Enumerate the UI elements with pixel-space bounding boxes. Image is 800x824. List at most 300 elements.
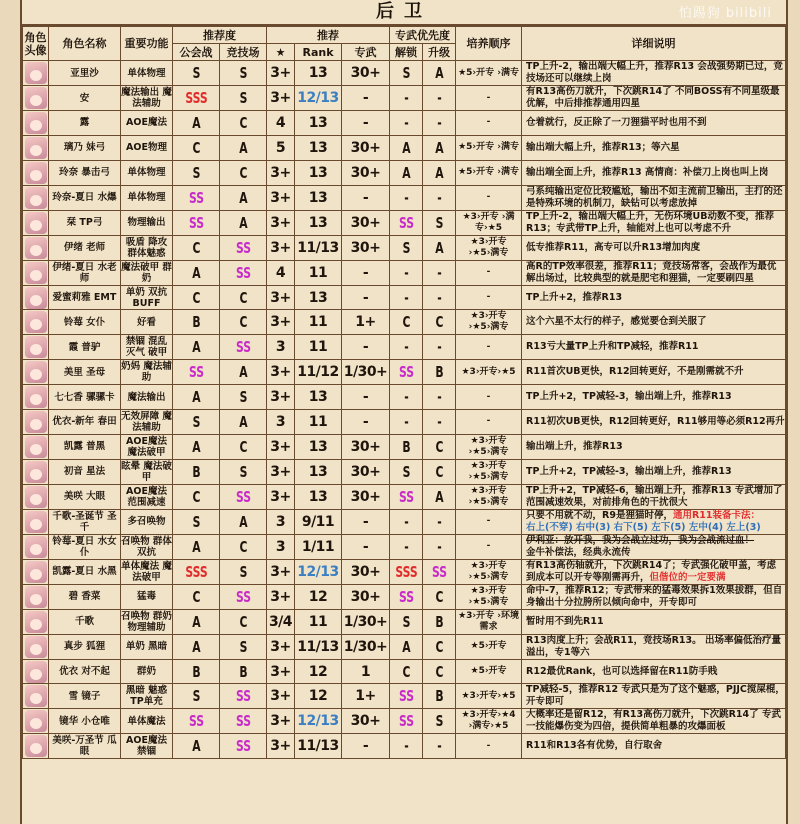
desc-text: 有R13高伤刀就升，下次跳R14了 不同BOSS有不同星级最优解，中后排推荐通用四星 (526, 86, 780, 109)
detail-description (522, 709, 786, 734)
header-avatar: 角色头像 (23, 27, 49, 61)
table-row (23, 659, 786, 684)
ue-level: 30+ (342, 434, 390, 459)
ue-upgrade-priority: - (426, 260, 452, 285)
ue-upgrade-priority: C (426, 634, 452, 659)
ue-unlock-priority: S (393, 61, 419, 86)
ue-level: 30+ (342, 484, 390, 509)
avatar (25, 386, 47, 408)
rank-value: 13 (295, 61, 342, 86)
rank-value: 12 (295, 584, 342, 609)
star-level: 3+ (267, 684, 295, 709)
character-function: 群奶 (121, 659, 173, 684)
character-function: 魔法破甲 群奶 (121, 261, 172, 284)
avatar-cell (23, 734, 49, 759)
avatar-cell (23, 410, 49, 435)
avatar-cell (23, 235, 49, 260)
guild-rating: SS (177, 210, 215, 235)
guild-rating: S (177, 509, 215, 534)
arena-rating: S (224, 61, 262, 86)
detail-description (522, 111, 786, 136)
arena-rating: A (224, 360, 262, 385)
table-row (23, 135, 786, 160)
avatar-cell (23, 210, 49, 235)
rank-value: 11 (295, 310, 342, 335)
training-order: ★3›开专 ›★5›满专 (456, 310, 522, 335)
arena-rating: C (224, 160, 262, 185)
ue-level: 30+ (342, 160, 390, 185)
star-level: 3+ (267, 285, 295, 310)
watermark: 怕踢狗 bilibili (678, 6, 772, 21)
star-level: 3 (267, 534, 295, 559)
guild-rating: S (177, 160, 215, 185)
guild-rating: C (177, 584, 215, 609)
guild-rating: C (177, 484, 215, 509)
avatar (25, 436, 47, 458)
avatar (25, 112, 47, 134)
ue-unlock-priority: SS (393, 484, 419, 509)
avatar-cell (23, 459, 49, 484)
ue-level: - (342, 410, 390, 435)
ue-upgrade-priority: - (426, 185, 452, 210)
table-row (23, 260, 786, 285)
avatar-cell (23, 584, 49, 609)
avatar-cell (23, 310, 49, 335)
ue-upgrade-priority: - (426, 335, 452, 360)
ue-level: 1 (342, 659, 390, 684)
avatar (25, 735, 47, 757)
avatar-cell (23, 634, 49, 659)
avatar (25, 511, 47, 533)
ue-unlock-priority: B (393, 434, 419, 459)
ue-level: 1/30+ (342, 360, 390, 385)
desc-text: 高R的TP效率很差，推荐R11；竞技场常客，会战作为最优解出场过，比较典型的就是肥宅和狸猫，一定要刷四星 (526, 260, 777, 284)
character-function: AOE魔法 禁锢 (121, 734, 173, 759)
desc-highlight: 但偕位的一定要满 (649, 571, 726, 583)
avatar-cell (23, 709, 49, 734)
ue-level: - (342, 285, 390, 310)
avatar-cell (23, 185, 49, 210)
avatar-cell (23, 111, 49, 136)
guild-rating: A (177, 634, 215, 659)
character-function: 猛毒 (121, 584, 173, 609)
detail-description (522, 385, 786, 410)
character-function: 无效屏障 魔法辅助 (121, 410, 172, 433)
character-name: 碧 香菜 (49, 584, 121, 609)
detail-description (522, 534, 786, 559)
character-function: AOE魔法 范围减速 (121, 484, 173, 509)
avatar-cell (23, 285, 49, 310)
character-name: 优衣-新年 春田 (49, 410, 121, 435)
ue-level: - (342, 734, 390, 759)
character-name: 伊绪 老师 (49, 235, 121, 260)
avatar (25, 237, 47, 259)
ue-level: - (342, 111, 390, 136)
avatar (25, 685, 47, 707)
ue-level: 30+ (342, 459, 390, 484)
training-order: - (456, 734, 522, 759)
ue-unlock-priority: A (393, 135, 419, 160)
star-level: 3+ (267, 210, 295, 235)
header-guild: 公会战 (173, 44, 220, 61)
desc-equip-slots: 右上(不穿) 右中(3) 右下(5) 左下(5) 左中(4) 左上(3) (526, 521, 761, 533)
character-function: 吸盾 降攻 群体魅惑 (121, 235, 173, 260)
training-order: - (456, 385, 522, 410)
ue-upgrade-priority: C (426, 459, 452, 484)
star-level: 3 (267, 335, 295, 360)
guild-rating: SS (177, 709, 215, 734)
table-row (23, 684, 786, 709)
ue-unlock-priority: SS (393, 360, 419, 385)
character-function: 魔法输出 (121, 385, 173, 410)
avatar (25, 710, 47, 732)
desc-text: TP上升+2，TP减轻-3，输出端上升，推荐R13 (526, 391, 732, 403)
training-order: - (456, 285, 522, 310)
ue-level: 30+ (342, 135, 390, 160)
table-row (23, 235, 786, 260)
desc-text: TP减轻-5，推荐R12 专武只是为了这个魅惑，PJJC搅屎棍，开专即可 (526, 684, 785, 708)
guild-rating: A (177, 385, 215, 410)
ue-unlock-priority: A (393, 160, 419, 185)
training-order: - (456, 410, 522, 435)
guild-rating: S (177, 61, 215, 86)
character-name: 爱蜜莉雅 EMT (49, 285, 121, 310)
table-row (23, 434, 786, 459)
character-table (22, 26, 786, 759)
avatar (25, 636, 47, 658)
header-arena: 竞技场 (220, 44, 267, 61)
rank-value: 13 (295, 111, 342, 136)
avatar (25, 411, 47, 433)
avatar (25, 187, 47, 209)
arena-rating: C (224, 285, 262, 310)
rank-value: 13 (295, 160, 342, 185)
ue-level: 30+ (342, 235, 390, 260)
arena-rating: SS (224, 235, 262, 260)
desc-text: R11首次UB更快，R12回转更好，不是刚需就不升 (526, 366, 744, 378)
character-function: 好看 (121, 310, 173, 335)
ue-upgrade-priority: C (426, 584, 452, 609)
character-function: 物理输出 (121, 210, 173, 235)
desc-text: 低专推荐R11，高专可以升R13增加肉度 (526, 241, 701, 253)
avatar (25, 661, 47, 683)
ue-level: 1+ (342, 684, 390, 709)
rank-value: 11/13 (295, 634, 342, 659)
guild-rating: C (177, 135, 215, 160)
rank-value: 11 (295, 410, 342, 435)
character-name: 镜华 小仓唯 (49, 709, 121, 734)
star-level: 3+ (267, 61, 295, 86)
table-row (23, 634, 786, 659)
desc-text: 输出端大幅上升，推荐R13；等六星 (526, 141, 680, 153)
table-row (23, 210, 786, 235)
rank-value: 13 (295, 385, 342, 410)
guild-rating: S (177, 410, 215, 435)
desc-text: TP上升-2，输出端大幅上升，无伤环境UB动数不变，推荐R13；专武带TP上升，轴能对上也可以考虑不升 (526, 210, 774, 234)
table-row (23, 584, 786, 609)
desc-text: 这个六星不太行的样子，感觉要仓到关服了 (526, 316, 707, 328)
ue-upgrade-priority: - (426, 509, 452, 534)
detail-description (522, 584, 786, 609)
detail-description (522, 285, 786, 310)
header-function: 重要功能 (121, 27, 173, 61)
ue-level: 1/30+ (342, 634, 390, 659)
rank-value: 13 (295, 185, 342, 210)
ue-unlock-priority: - (393, 260, 419, 285)
header-rank: Rank (295, 44, 342, 61)
ue-upgrade-priority: B (426, 684, 452, 709)
training-order: - (456, 111, 522, 136)
ue-level: - (342, 509, 390, 534)
ue-unlock-priority: - (393, 734, 419, 759)
ue-unlock-priority: - (393, 385, 419, 410)
detail-description (522, 160, 786, 185)
table-row (23, 410, 786, 435)
arena-rating: A (224, 410, 262, 435)
avatar (25, 361, 47, 383)
avatar (25, 486, 47, 508)
ue-unlock-priority: C (393, 310, 419, 335)
arena-rating: SS (224, 260, 262, 285)
star-level: 3+ (267, 584, 295, 609)
character-name: 美咲 大眼 (49, 484, 121, 509)
training-order: - (456, 86, 522, 111)
training-order: ★3›开专 ›★5›满专 (456, 459, 522, 484)
training-order: ★3›开专 ›★5›满专 (456, 235, 522, 260)
arena-rating: SS (224, 734, 262, 759)
character-function: 单奶 黑暗 (121, 634, 173, 659)
avatar (25, 586, 47, 608)
table-row (23, 559, 786, 584)
detail-description (522, 135, 786, 160)
avatar (25, 461, 47, 483)
avatar-cell (23, 360, 49, 385)
ue-upgrade-priority: SS (426, 559, 452, 584)
rank-value: 11 (295, 609, 342, 634)
ue-upgrade-priority: - (426, 734, 452, 759)
character-function: 黑暗 魅惑 TP单充 (121, 684, 173, 709)
table-row (23, 185, 786, 210)
ue-unlock-priority: SSS (393, 559, 419, 584)
rank-value: 13 (295, 459, 342, 484)
ue-upgrade-priority: - (426, 410, 452, 435)
ue-upgrade-priority: S (426, 709, 452, 734)
detail-description (522, 235, 786, 260)
desc-text: 有R13高伤轴就升，下次跳R14了；专武强化破甲盖，考虑到成本可以开专等刚需再升， (526, 559, 777, 583)
table-row (23, 160, 786, 185)
star-level: 3+ (267, 235, 295, 260)
table-row (23, 459, 786, 484)
guild-rating: S (177, 684, 215, 709)
desc-text: 暂时用不到先R11 (526, 615, 604, 627)
desc-text: 大概率还是留R12，有R13高伤刀就升，下次跳R14了 专武一技能爆伤变为四倍，提供简单粗暴的攻爆面板 (526, 709, 781, 733)
arena-rating: SS (224, 684, 262, 709)
desc-text: 输出端全面上升，推荐R13 高情商：补偿刀上岗也叫上岗 (526, 166, 769, 178)
detail-description (522, 434, 786, 459)
desc-text: 仓着就行，反正除了一刀狸猫平时也用不到 (526, 116, 707, 128)
ue-unlock-priority: SS (393, 709, 419, 734)
ue-upgrade-priority: A (426, 484, 452, 509)
detail-description (522, 484, 786, 509)
star-level: 3+ (267, 484, 295, 509)
character-name: 七七香 骡骡卡 (49, 385, 121, 410)
desc-text: 命中-7，推荐R12；专武带来的猛毒效果拆1效果拔群，但自身输出十分拉胯所以倾向命中，开专即可 (526, 584, 783, 608)
ue-level: 30+ (342, 709, 390, 734)
character-name: 雪 镜子 (49, 684, 121, 709)
ue-unlock-priority: - (393, 335, 419, 360)
guild-rating: C (177, 235, 215, 260)
detail-description (522, 684, 786, 709)
guild-rating: A (177, 335, 215, 360)
star-level: 3+ (267, 734, 295, 759)
table-row (23, 734, 786, 759)
star-level: 3+ (267, 634, 295, 659)
desc-text: R11初次UB更快，R12回转更好，R11够用等必须R12再升 (526, 415, 785, 427)
rank-value: 12 (295, 684, 342, 709)
header-order: 培养顺序 (456, 27, 522, 61)
character-name: 璃乃 妹弓 (49, 135, 121, 160)
avatar-cell (23, 260, 49, 285)
avatar-cell (23, 659, 49, 684)
table-row (23, 534, 786, 559)
detail-description (522, 459, 786, 484)
table-body (23, 61, 786, 759)
avatar (25, 611, 47, 633)
avatar-cell (23, 534, 49, 559)
arena-rating: SS (224, 584, 262, 609)
arena-rating: A (224, 185, 262, 210)
avatar (25, 62, 47, 84)
arena-rating: S (224, 459, 262, 484)
character-name: 栞 TP弓 (49, 210, 121, 235)
character-name: 露 (49, 111, 121, 136)
detail-description (522, 185, 786, 210)
ue-unlock-priority: A (393, 634, 419, 659)
avatar-cell (23, 86, 49, 111)
character-name: 美咲-万圣节 瓜眼 (49, 734, 121, 759)
character-name: 优衣 对不起 (49, 659, 121, 684)
detail-description (522, 61, 786, 86)
training-order: ★3›开专›★4 ›满专›★5 (456, 709, 522, 734)
ue-level: 1+ (342, 310, 390, 335)
star-level: 4 (267, 111, 295, 136)
guild-rating: SSS (177, 559, 215, 584)
rank-value: 11/12 (295, 360, 342, 385)
training-order: - (456, 509, 522, 534)
character-name: 铃莓-夏日 水女仆 (49, 534, 121, 559)
desc-text: R11和R13各有优势，自行取舍 (526, 740, 663, 752)
training-order: - (456, 185, 522, 210)
training-order: ★3›开专 ›★5›满专 (456, 434, 522, 459)
character-name: 真步 狐狸 (49, 634, 121, 659)
ue-upgrade-priority: A (426, 135, 452, 160)
training-order: ★3›开专 ›满专›★5 (456, 210, 522, 235)
character-function: 单体魔法 (121, 709, 173, 734)
table-row (23, 484, 786, 509)
star-level: 3+ (267, 86, 295, 111)
detail-description (522, 260, 786, 285)
character-name: 霞 普驴 (49, 335, 121, 360)
character-function: 召唤物 群奶 物理辅助 (121, 610, 172, 633)
desc-highlight: 通用R11装备卡法： (672, 509, 761, 521)
avatar-cell (23, 335, 49, 360)
desc-text: TP上升+2，TP减轻-3，输出端上升，推荐R13 (526, 465, 732, 477)
avatar (25, 536, 47, 558)
character-function: 单体物理 (121, 61, 173, 86)
avatar (25, 287, 47, 309)
ue-upgrade-priority: B (426, 360, 452, 385)
ue-unlock-priority: - (393, 185, 419, 210)
avatar (25, 87, 47, 109)
ue-unlock-priority: SS (393, 210, 419, 235)
star-level: 4 (267, 260, 295, 285)
star-level: 3+ (267, 709, 295, 734)
star-level: 3+ (267, 659, 295, 684)
arena-rating: C (224, 609, 262, 634)
rank-value: 12/13 (295, 559, 342, 584)
character-name: 凯露 普黑 (49, 434, 121, 459)
ue-unlock-priority: - (393, 86, 419, 111)
table-row (23, 335, 786, 360)
character-name: 铃莓 女仆 (49, 310, 121, 335)
desc-text: 弓系纯输出定位比较尴尬，输出不如主流前卫输出，主打的还是特殊环境的机制刀，缺钻可以考虑放掉 (526, 185, 783, 209)
table-row (23, 111, 786, 136)
training-order: ★3›开专 ›★5›满专 (456, 559, 522, 584)
avatar-cell (23, 509, 49, 534)
arena-rating: A (224, 135, 262, 160)
detail-description (522, 634, 786, 659)
desc-text: 输出端上升，推荐R13 (526, 440, 623, 452)
header-rec-group: 推荐 (267, 27, 390, 44)
table-row (23, 509, 786, 534)
guild-rating: A (177, 111, 215, 136)
detail-description (522, 360, 786, 385)
header-ue-priority-group: 专武优先度 (390, 27, 456, 44)
table-row (23, 86, 786, 111)
training-order: ★3›开专›★5 (456, 684, 522, 709)
table-row (23, 709, 786, 734)
detail-description (522, 86, 786, 111)
guild-rating: SSS (177, 86, 215, 111)
avatar-cell (23, 61, 49, 86)
arena-rating: S (224, 634, 262, 659)
training-order: ★3›开专 ›环境需求 (456, 609, 522, 634)
star-level: 3/4 (267, 609, 295, 634)
rank-value: 12/13 (295, 709, 342, 734)
header-unlock: 解锁 (390, 44, 423, 61)
avatar-cell (23, 559, 49, 584)
arena-rating: C (224, 310, 262, 335)
character-function: 单体物理 (121, 185, 173, 210)
star-level: 3+ (267, 385, 295, 410)
ue-upgrade-priority: A (426, 235, 452, 260)
desc-text: TP上升+2，推荐R13 (526, 291, 623, 303)
guild-rating: B (177, 459, 215, 484)
table-row (23, 385, 786, 410)
arena-rating: A (224, 509, 262, 534)
desc-text: 只要不用就不动，R9是狸猫时停， (526, 509, 673, 521)
detail-description (522, 734, 786, 759)
table-row (23, 285, 786, 310)
training-order: ★5›开专 ›满专 (456, 135, 522, 160)
guide-sheet (20, 0, 788, 824)
rank-value: 9/11 (295, 509, 342, 534)
rank-value: 11 (295, 335, 342, 360)
training-order: ★3›开专 ›★5›满专 (456, 584, 522, 609)
ue-level: - (342, 185, 390, 210)
desc-text: TP上升-2，输出端大幅上升，推荐R13 会战强势期已过，竞技场还可以继续上岗 (526, 61, 783, 84)
character-name: 凯露-夏日 水黑 (49, 559, 121, 584)
